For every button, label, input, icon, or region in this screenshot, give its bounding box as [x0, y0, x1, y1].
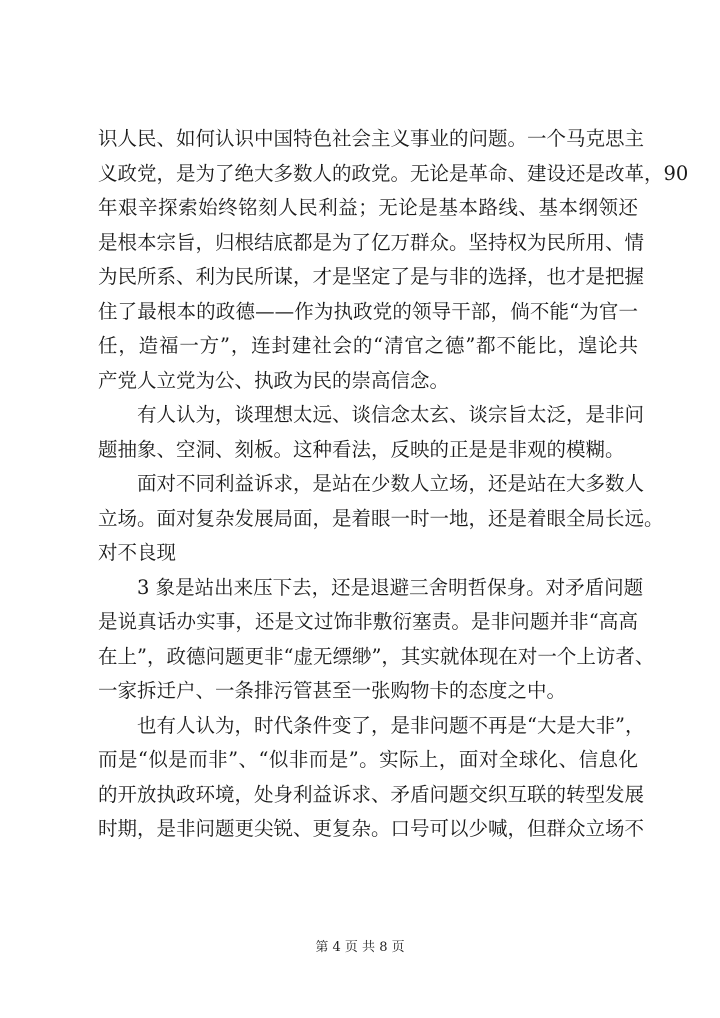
text-line: 是说真话办实事，还是文过饰非敷衍塞责。是非问题并非“高高 — [98, 610, 638, 633]
paragraph — [98, 122, 689, 398]
text-line: 义政党，是为了绝大多数人的政党。无论是革命、建设还是改革，90 — [98, 161, 689, 185]
text-line: 也有人认为，时代条件变了，是非问题不再是“大是大非”， — [137, 713, 645, 737]
document-body — [98, 122, 689, 847]
text-line: 而是“似是而非”、“似非而是”。实际上，面对全球化、信息化 — [98, 748, 638, 771]
text-line: 立场。面对复杂发展局面，是着眼一时一地，还是着眼全局长远。 — [98, 506, 664, 530]
text-line: 任，造福一方”，连封建社会的“清官之德”都不能比，遑论共 — [98, 334, 638, 357]
page-footer — [0, 939, 720, 957]
text-line: 的开放执政环境，处身利益诉求、矛盾问题交织互联的转型发展 — [98, 782, 645, 806]
text-line: 住了最根本的政德——作为执政党的领导干部，倘不能“为官一 — [98, 299, 638, 323]
text-line: 为民所系、利为民所谋，才是坚定了是与非的选择，也才是把握 — [98, 265, 645, 288]
paragraph — [98, 571, 655, 709]
text-line: 年艰辛探索始终铭刻人民利益；无论是基本路线、基本纲领还 — [98, 196, 638, 219]
page-number: 第 4 页 共 8 页 — [315, 940, 405, 955]
text-line: 题抽象、空洞、刻板。这种看法，反映的正是是非观的模糊。 — [98, 437, 625, 461]
text-line: 是根本宗旨，归根结底都是为了亿万群众。坚持权为民所用、情 — [98, 230, 645, 254]
text-line: 对不良现 — [98, 541, 177, 564]
paragraph — [98, 709, 645, 847]
text-line: 面对不同利益诉求，是站在少数人立场，还是站在大多数人 — [137, 472, 645, 495]
text-line: 一家拆迁户、一条排污管甚至一张购物卡的态度之中。 — [98, 679, 567, 702]
paragraph — [98, 467, 664, 571]
text-line: 识人民、如何认识中国特色社会主义事业的问题。一个马克思主 — [98, 127, 645, 150]
text-line: 有人认为，谈理想太远、谈信念太玄、谈宗旨太泛，是非问 — [137, 403, 645, 426]
text-line: 时期，是非问题更尖锐、更复杂。口号可以少喊，但群众立场不 — [98, 817, 645, 840]
text-line: 3 象是站出来压下去，还是退避三舍明哲保身。对矛盾问题 — [137, 575, 644, 599]
text-line: 产党人立党为公、执政为民的崇高信念。 — [98, 368, 450, 392]
text-line: 在上”，政德问题更非“虚无缥缈”，其实就体现在对一个上访者、 — [98, 644, 655, 668]
paragraph — [98, 398, 645, 467]
